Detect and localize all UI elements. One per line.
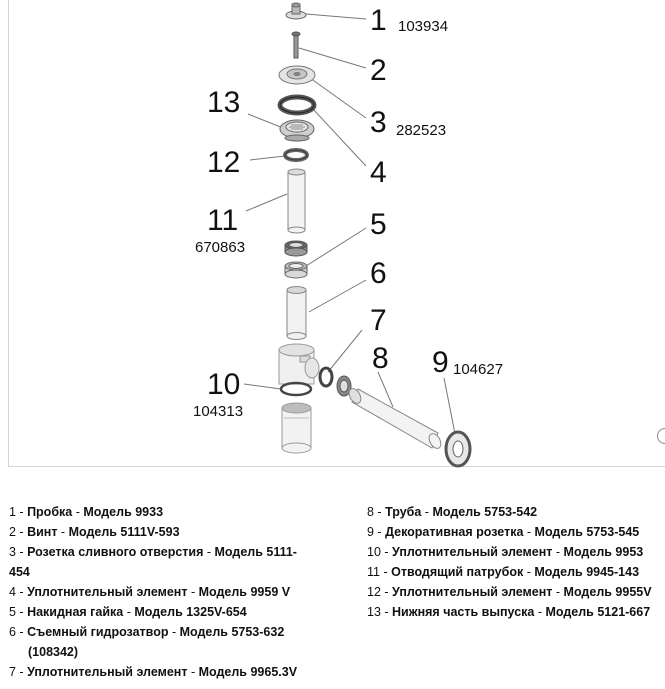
part-12-gasket <box>285 150 307 160</box>
part-code-3: 282523 <box>396 122 447 139</box>
leader-12 <box>250 156 285 160</box>
legend-item-9: 9 - Декоративная розетка - Модель 5753-545 <box>367 525 640 539</box>
legend-item-6-cont: (108342) <box>28 645 79 659</box>
callout-7: 7 <box>370 304 387 337</box>
legend-item-10: 10 - Уплотнительный элемент - Модель 9953 <box>367 545 644 559</box>
part-code-9: 104627 <box>453 361 504 378</box>
legend-item-2: 2 - Винт - Модель 5111V-593 <box>9 525 180 539</box>
part-5-union-nut <box>285 241 307 256</box>
legend-left <box>9 502 329 682</box>
callout-13: 13 <box>207 86 241 119</box>
part-code-11: 670863 <box>195 239 246 256</box>
leader-6 <box>309 280 366 312</box>
legend-item-3: 3 - Розетка сливного отверстия - Модель 5111- <box>9 545 297 559</box>
legend-right <box>367 502 665 622</box>
legend-item-4: 4 - Уплотнительный элемент - Модель 9959 V <box>9 585 291 599</box>
part-code-10: 104313 <box>193 403 244 420</box>
part-6-ring <box>285 262 307 278</box>
part-11-tailpiece <box>288 169 305 233</box>
callout-4: 4 <box>370 156 387 189</box>
part-9-rosette <box>446 432 470 466</box>
legend-item-8: 8 - Труба - Модель 5753-542 <box>367 505 538 519</box>
part-4-gasket <box>280 97 314 113</box>
callout-5: 5 <box>370 208 387 241</box>
part-6-trap-tube <box>287 287 306 340</box>
legend-item-7: 7 - Уплотнительный элемент - Модель 9965.3V <box>9 665 298 679</box>
leader-4 <box>312 108 366 166</box>
part-code-1: 103934 <box>398 18 449 35</box>
leader-13 <box>248 114 283 128</box>
callout-2: 2 <box>370 54 387 87</box>
callout-3: 3 <box>370 106 387 139</box>
part-3-drain-flange <box>279 66 315 84</box>
trap-cup <box>282 403 311 453</box>
part-7-gasket <box>320 368 332 386</box>
leader-2 <box>299 48 366 68</box>
legend-item-12: 12 - Уплотнительный элемент - Модель 9955V <box>367 585 652 599</box>
part-13-drain-body <box>280 120 314 141</box>
callout-10: 10 <box>207 368 241 401</box>
part-10-gasket <box>281 383 311 395</box>
callout-11: 11 <box>207 204 239 237</box>
legend-item-13: 13 - Нижняя часть выпуска - Модель 5121-667 <box>367 605 651 619</box>
legend-item-11: 11 - Отводящий патрубок - Модель 9945-143 <box>367 565 640 579</box>
part-1-stopper <box>286 3 306 19</box>
callout-6: 6 <box>370 257 387 290</box>
part-8-pipe <box>347 387 444 451</box>
callout-9: 9 <box>432 346 449 379</box>
legend-item-1: 1 - Пробка - Модель 9933 <box>9 505 164 519</box>
leader-1 <box>306 14 366 19</box>
leader-10 <box>244 384 281 389</box>
legend-item-5: 5 - Накидная гайка - Модель 1325V-654 <box>9 605 247 619</box>
callout-12: 12 <box>207 146 241 179</box>
leader-5 <box>306 228 366 266</box>
callout-1: 1 <box>370 4 387 37</box>
leader-3 <box>310 78 366 118</box>
leader-11 <box>246 194 287 211</box>
legend-item-3-cont: 454 <box>9 565 30 579</box>
leader-7 <box>328 330 362 372</box>
legend-item-6: 6 - Съемный гидрозатвор - Модель 5753-632 <box>9 625 285 639</box>
callout-8: 8 <box>372 342 389 375</box>
trap-body <box>279 344 319 384</box>
part-2-screw <box>292 32 300 58</box>
